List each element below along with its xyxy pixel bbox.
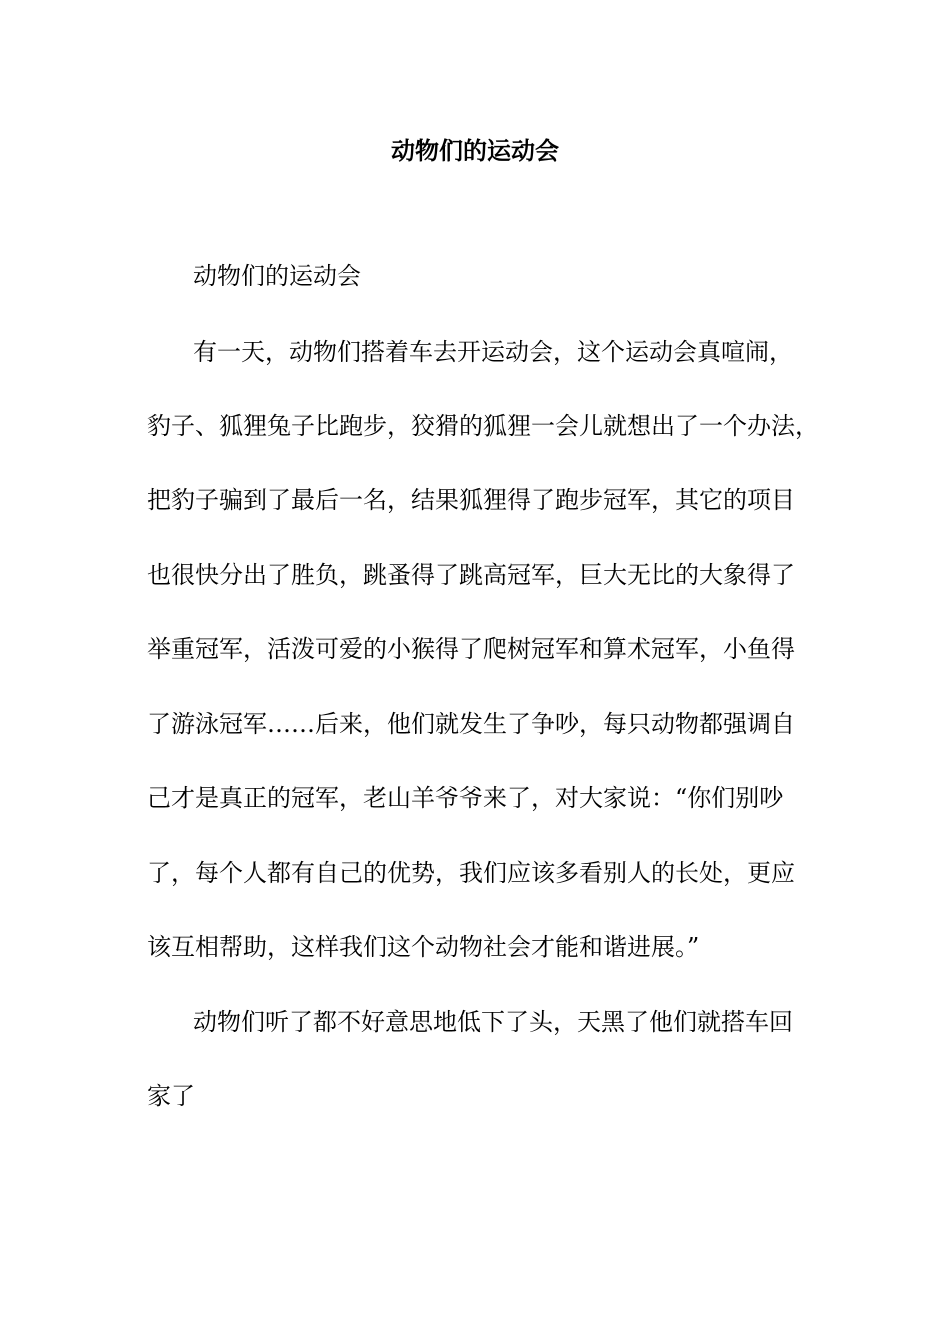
paragraph-line: 举重冠军，活泼可爱的小猴得了爬树冠军和算术冠军，小鱼得: [147, 635, 795, 663]
paragraph-line: 了游泳冠军……后来，他们就发生了争吵，每只动物都强调自: [147, 710, 795, 738]
document-title: 动物们的运动会: [391, 136, 559, 165]
paragraph-line: 豹子、狐狸兔子比跑步，狡猾的狐狸一会儿就想出了一个办法，: [147, 412, 819, 440]
paragraph-line: 把豹子骗到了最后一名，结果狐狸得了跑步冠军，其它的项目: [147, 486, 795, 514]
paragraph-line: 己才是真正的冠军，老山羊爷爷来了，对大家说：“你们别吵: [147, 784, 784, 812]
paragraph-line: 该互相帮助，这样我们这个动物社会才能和谐进展。”: [147, 933, 700, 961]
paragraph-line: 家了: [147, 1082, 195, 1110]
paragraph-line: 动物们听了都不好意思地低下了头，天黑了他们就搭车回: [193, 1008, 793, 1036]
paragraph-line: 有一天，动物们搭着车去开运动会，这个运动会真喧闹，: [193, 338, 793, 366]
paragraph-line: 了，每个人都有自己的优势，我们应该多看别人的长处，更应: [147, 859, 795, 887]
paragraph-line: 也很快分出了胜负，跳蚤得了跳高冠军，巨大无比的大象得了: [147, 561, 795, 589]
subtitle-line: 动物们的运动会: [193, 262, 361, 290]
